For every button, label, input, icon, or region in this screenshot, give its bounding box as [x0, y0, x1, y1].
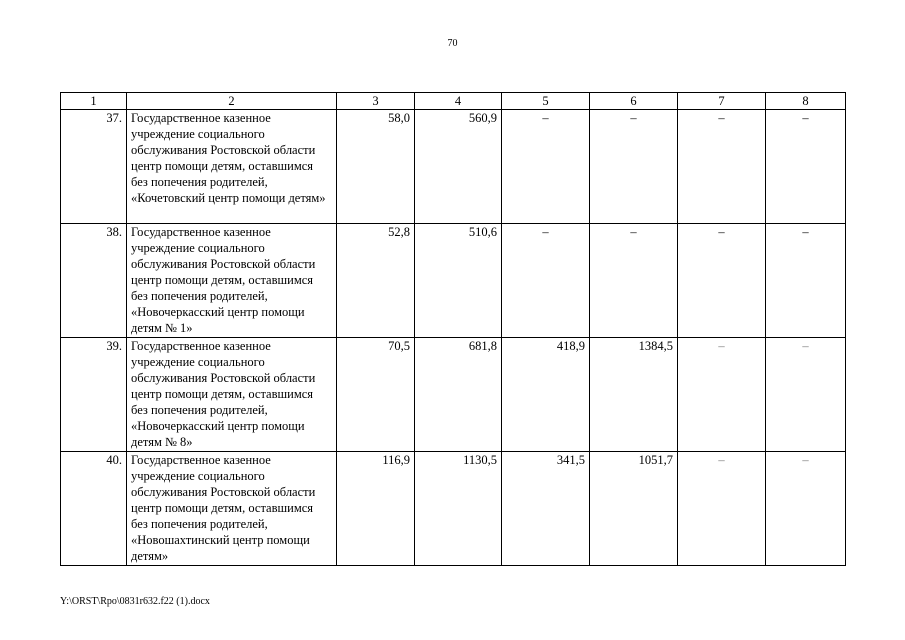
- cell-col6: –: [590, 224, 678, 338]
- cell-col4: 560,9: [415, 110, 502, 224]
- header-cell-8: 8: [766, 93, 846, 110]
- table-row: [61, 452, 846, 566]
- data-table: [60, 92, 846, 566]
- cell-col8: –: [766, 452, 846, 566]
- cell-col5: 341,5: [502, 452, 590, 566]
- header-cell-6: 6: [590, 93, 678, 110]
- institution-name: Государственное казенное учреждение социального обслуживания Ростовской области центр помощи детям, оставшимся без попечения родителей, «Новочеркасский центр помощи детям № 1»: [127, 224, 337, 338]
- header-cell-3: 3: [337, 93, 415, 110]
- row-number: 39.: [61, 338, 127, 452]
- table-row: [61, 338, 846, 452]
- cell-col4: 1130,5: [415, 452, 502, 566]
- table-row: [61, 110, 846, 224]
- table-row: [61, 224, 846, 338]
- cell-col6: –: [590, 110, 678, 224]
- cell-col8: –: [766, 338, 846, 452]
- cell-col7: –: [678, 338, 766, 452]
- cell-col7: –: [678, 452, 766, 566]
- footer-file-path: Y:\ORST\Rpo\0831r632.f22 (1).docx: [60, 596, 210, 607]
- cell-col5: –: [502, 224, 590, 338]
- row-number: 37.: [61, 110, 127, 224]
- cell-col5: –: [502, 110, 590, 224]
- header-cell-5: 5: [502, 93, 590, 110]
- cell-col7: –: [678, 224, 766, 338]
- institution-name: Государственное казенное учреждение социального обслуживания Ростовской области центр помощи детям, оставшимся без попечения родителей, «Кочетовский центр помощи детям»: [127, 110, 337, 224]
- cell-col3: 116,9: [337, 452, 415, 566]
- header-cell-2: 2: [127, 93, 337, 110]
- cell-col4: 510,6: [415, 224, 502, 338]
- header-cell-1: 1: [61, 93, 127, 110]
- institution-name: Государственное казенное учреждение социального обслуживания Ростовской области центр помощи детям, оставшимся без попечения родителей, «Новочеркасский центр помощи детям № 8»: [127, 338, 337, 452]
- cell-col3: 52,8: [337, 224, 415, 338]
- cell-col5: 418,9: [502, 338, 590, 452]
- cell-col4: 681,8: [415, 338, 502, 452]
- cell-col8: –: [766, 224, 846, 338]
- cell-col8: –: [766, 110, 846, 224]
- header-cell-4: 4: [415, 93, 502, 110]
- cell-col6: 1384,5: [590, 338, 678, 452]
- header-row: [61, 93, 846, 110]
- cell-col6: 1051,7: [590, 452, 678, 566]
- header-cell-7: 7: [678, 93, 766, 110]
- cell-col7: –: [678, 110, 766, 224]
- page-number: 70: [447, 38, 458, 49]
- row-number: 38.: [61, 224, 127, 338]
- row-number: 40.: [61, 452, 127, 566]
- cell-col3: 70,5: [337, 338, 415, 452]
- cell-col3: 58,0: [337, 110, 415, 224]
- institution-name: Государственное казенное учреждение социального обслуживания Ростовской области центр помощи детям, оставшимся без попечения родителей, «Новошахтинский центр помощи детям»: [127, 452, 337, 566]
